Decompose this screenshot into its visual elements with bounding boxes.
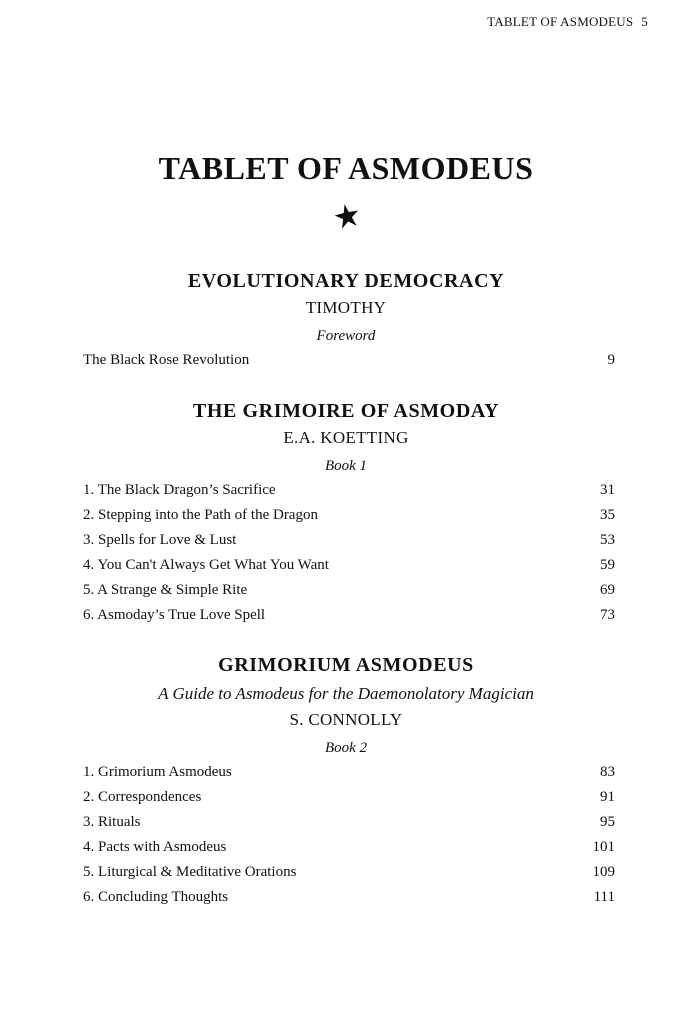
toc-entry[interactable] (83, 507, 615, 532)
toc-entry-page: 69 (600, 582, 615, 598)
toc-entry-page: 73 (600, 607, 615, 623)
toc-entry[interactable] (83, 482, 615, 507)
toc-entry-title: 2. Stepping into the Path of the Dragon (83, 507, 318, 523)
toc-entry-title: 6. Asmoday’s True Love Spell (83, 607, 266, 623)
toc-entry-page: 101 (592, 839, 615, 855)
toc-entry[interactable] (83, 864, 615, 889)
toc-list (83, 764, 615, 914)
section-author: E.A. KOETTING (283, 428, 409, 447)
section-author: TIMOTHY (305, 298, 387, 317)
book-title: TABLET OF ASMODEUS (158, 150, 534, 186)
toc-entry-title: 1. The Black Dragon’s Sacrifice (83, 482, 276, 498)
toc-list (83, 352, 615, 377)
toc-entry-page: 91 (600, 789, 615, 805)
toc-entry-title: 2. Correspondences (83, 789, 202, 805)
toc-entry-title: The Black Rose Revolution (83, 352, 250, 368)
toc-list (83, 482, 615, 632)
toc-entry-title: 1. Grimorium Asmodeus (83, 764, 232, 780)
section-author: S. CONNOLLY (289, 710, 403, 729)
toc-entry[interactable] (83, 789, 615, 814)
section-part-label: Foreword (316, 328, 376, 344)
toc-entry[interactable] (83, 352, 615, 377)
toc-entry-title: 4. Pacts with Asmodeus (83, 839, 227, 855)
toc-entry[interactable] (83, 814, 615, 839)
toc-entry-page: 109 (592, 864, 615, 880)
toc-entry[interactable] (83, 764, 615, 789)
toc-entry-page: 35 (600, 507, 615, 523)
toc-entry[interactable] (83, 889, 615, 914)
toc-entry-page: 95 (600, 814, 615, 830)
section-part-label: Book 2 (324, 740, 368, 756)
toc-entry-title: 3. Spells for Love & Lust (83, 532, 237, 548)
section-part-label: Book 1 (324, 458, 368, 474)
running-head-title: TABLET OF ASMODEUS (487, 14, 634, 29)
toc-entry-page: 31 (600, 482, 615, 498)
star-ornament-icon (334, 203, 360, 229)
running-head-page-number: 5 (641, 14, 648, 29)
toc-entry[interactable] (83, 532, 615, 557)
section-subtitle: A Guide to Asmodeus for the Daemonolatory Magician (158, 684, 534, 703)
toc-entry-page: 53 (600, 532, 615, 548)
section-title: EVOLUTIONARY DEMOCRACY (187, 270, 505, 292)
running-head (487, 14, 648, 30)
toc-entry-title: 5. Liturgical & Meditative Orations (83, 864, 297, 880)
toc-entry-page: 9 (607, 352, 615, 368)
toc-entry-page: 111 (593, 889, 615, 905)
toc-entry[interactable] (83, 582, 615, 607)
toc-entry-page: 83 (600, 764, 615, 780)
toc-entry-title: 5. A Strange & Simple Rite (83, 582, 248, 598)
toc-entry-title: 6. Concluding Thoughts (83, 889, 229, 905)
toc-entry[interactable] (83, 557, 615, 582)
toc-entry-title: 4. You Can't Always Get What You Want (83, 557, 329, 573)
toc-entry-page: 59 (600, 557, 615, 573)
toc-entry[interactable] (83, 839, 615, 864)
section-title: GRIMORIUM ASMODEUS (218, 654, 474, 676)
section-title: THE GRIMOIRE OF ASMODAY (192, 400, 500, 422)
toc-entry[interactable] (83, 607, 615, 632)
toc-entry-title: 3. Rituals (83, 814, 141, 830)
